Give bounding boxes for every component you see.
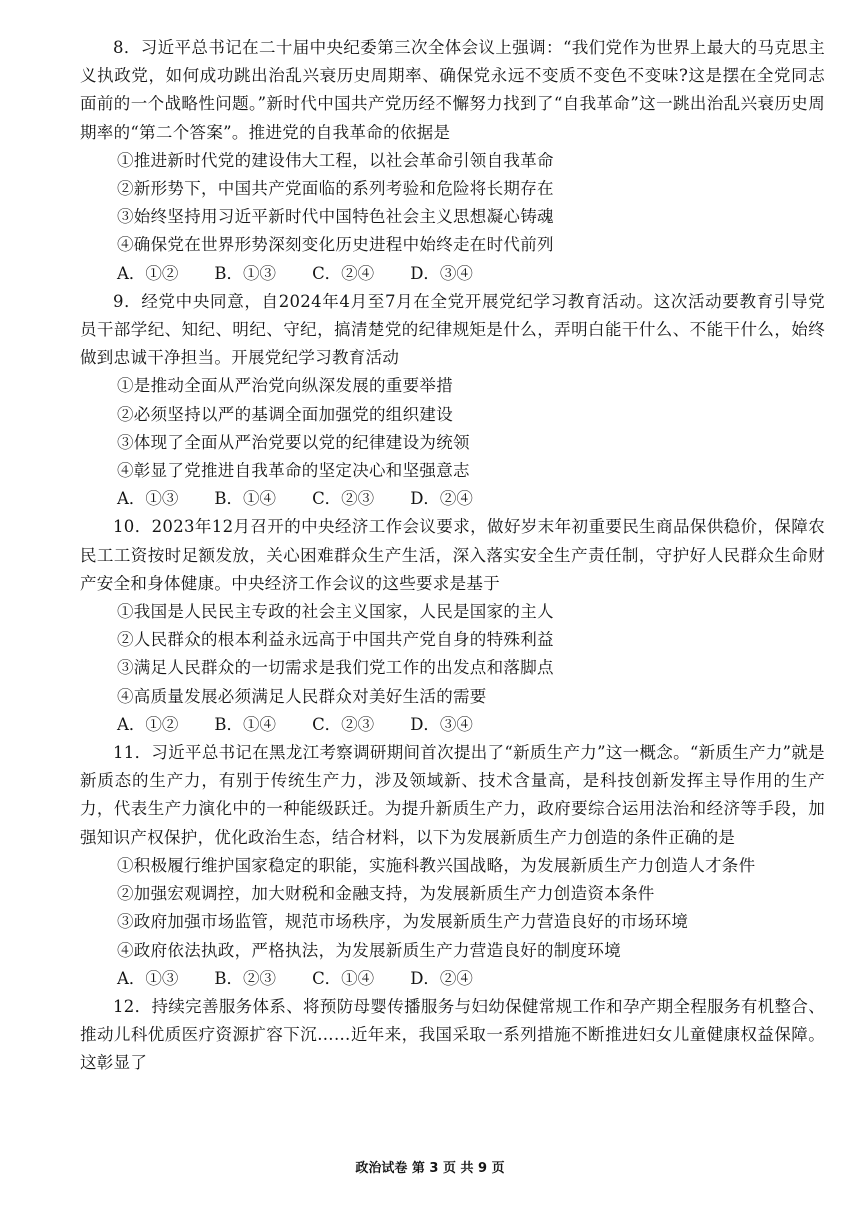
answer-choice: D．②④ [410, 489, 473, 509]
question-stem: 8．习近平总书记在二十届中央纪委第三次全体会议上强调：“我们党作为世界上最大的马克思主义执政党，如何成功跳出治乱兴衰历史周期率、确保党永远不变质不变色不变味?这是摆在全党同志面前的一个战略性问题。”新时代中国共产党历经不懈努力找到了“自我革命”这一跳出治乱兴衰历史周期率的“第二个答案”。推进党的自我革命的依据是 [80, 38, 825, 142]
answer-choice: C．①④ [312, 968, 375, 988]
answer-choice: B．①④ [214, 489, 277, 509]
option-list [80, 852, 825, 965]
option-item: ①积极履行维护国家稳定的职能，实施科教兴国战略，为发展新质生产力创造人才条件 [117, 855, 756, 875]
answer-choice: D．③④ [410, 263, 473, 283]
question-12 [80, 993, 825, 1078]
option-item: ④政府依法执政，严格执法，为发展新质生产力营造良好的制度环境 [117, 940, 621, 960]
question-10 [80, 513, 825, 739]
option-item: ③始终坚持用习近平新时代中国特色社会主义思想凝心铸魂 [117, 207, 554, 227]
answer-choices [80, 711, 825, 739]
answer-choices [80, 965, 825, 993]
answer-choice: A．①② [117, 714, 179, 734]
option-item: ①我国是人民民主专政的社会主义国家，人民是国家的主人 [117, 602, 554, 622]
option-item: ②人民群众的根本利益永远高于中国共产党自身的特殊利益 [117, 630, 554, 650]
answer-choices [80, 260, 825, 288]
answer-choice: C．②③ [312, 714, 375, 734]
option-list [80, 598, 825, 711]
answer-choice: B．②③ [214, 968, 277, 988]
answer-choice: D．③④ [410, 714, 473, 734]
question-stem: 10．2023年12月召开的中央经济工作会议要求，做好岁末年初重要民生商品保供稳价，保障农民工工资按时足额发放，关心困难群众生产生活，深入落实安全生产责任制，守护好人民群众生命财产安全和身体健康。中央经济工作会议的这些要求是基于 [80, 517, 825, 593]
option-item: ②加强宏观调控，加大财税和金融支持，为发展新质生产力创造资本条件 [117, 884, 655, 904]
option-item: ①推进新时代党的建设伟大工程，以社会革命引领自我革命 [117, 150, 554, 170]
option-item: ③体现了全面从严治党要以党的纪律建设为统领 [117, 432, 470, 452]
page-footer: 政治试卷 第 3 页 共 9 页 [355, 1161, 505, 1176]
answer-choice: A．①② [117, 263, 179, 283]
option-item: ②新形势下，中国共产党面临的系列考验和危险将长期存在 [117, 179, 554, 199]
option-list [80, 147, 825, 260]
option-item: ①是推动全面从严治党向纵深发展的重要举措 [117, 376, 453, 396]
option-item: ③满足人民群众的一切需求是我们党工作的出发点和落脚点 [117, 658, 554, 678]
question-9 [80, 288, 825, 514]
option-item: ④确保党在世界形势深刻变化历史进程中始终走在时代前列 [117, 235, 554, 255]
answer-choice: B．①③ [214, 263, 277, 283]
answer-choice: A．①③ [117, 489, 179, 509]
question-stem: 9．经党中央同意，自2024年4月至7月在全党开展党纪学习教育活动。这次活动要教育引导党员干部学纪、知纪、明纪、守纪，搞清楚党的纪律规矩是什么，弄明白能干什么、不能干什么，始终做到忠诚干净担当。开展党纪学习教育活动 [80, 291, 825, 368]
option-list [80, 372, 825, 485]
question-11 [80, 739, 825, 993]
answer-choice: B．①④ [214, 714, 277, 734]
question-stem: 11．习近平总书记在黑龙江考察调研期间首次提出了“新质生产力”这一概念。“新质生产力”就是新质态的生产力，有别于传统生产力，涉及领域新、技术含量高，是科技创新发挥主导作用的生产力，代表生产力演化中的一种能级跃迁。为提升新质生产力，政府要综合运用法治和经济等手段，加强知识产权保护，优化政治生态，结合材料，以下为发展新质生产力创造的条件正确的是 [80, 743, 825, 847]
option-item: ④高质量发展必须满足人民群众对美好生活的需要 [117, 686, 487, 706]
answer-choices [80, 485, 825, 513]
option-item: ④彰显了党推进自我革命的坚定决心和坚强意志 [117, 461, 470, 481]
option-item: ③政府加强市场监管，规范市场秩序，为发展新质生产力营造良好的市场环境 [117, 912, 689, 932]
question-8 [80, 34, 825, 288]
answer-choice: C．②④ [312, 263, 375, 283]
answer-choice: D．②④ [410, 968, 473, 988]
answer-choice: A．①③ [117, 968, 179, 988]
option-item: ②必须坚持以严的基调全面加强党的组织建设 [117, 404, 453, 424]
answer-choice: C．②③ [312, 489, 375, 509]
question-stem: 12．持续完善服务体系、将预防母婴传播服务与妇幼保健常规工作和孕产期全程服务有机整合、推动儿科优质医疗资源扩容下沉……近年来，我国采取一系列措施不断推进妇女儿童健康权益保障。这彰显了 [80, 996, 825, 1073]
question-list [80, 34, 825, 1078]
